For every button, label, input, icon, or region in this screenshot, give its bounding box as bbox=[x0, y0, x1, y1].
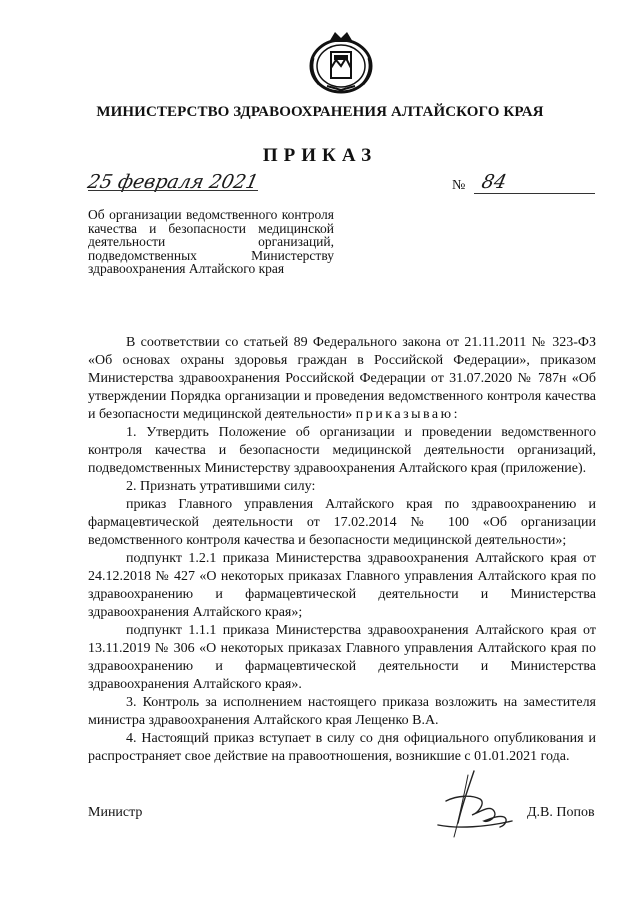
number-label: № bbox=[452, 178, 466, 193]
item-2: 2. Признать утратившими силу: bbox=[126, 479, 316, 494]
number-underline bbox=[474, 193, 595, 194]
item-2c: подпункт 1.1.1 приказа Министерства здравоохранения Алтайского края от 13.11.2019 № 306 «О некоторых приказах Главного управления Алтайского края по здравоохранению и фармацевтической деятельности и Министерства здравоохранения Алтайского края». bbox=[88, 623, 596, 692]
item-1: 1. Утвердить Положение об организации и проведении ведомственного контроля качества и безопасности медицинской деятельности организаций, подведомственных Министерству здравоохранения Алтайского края (приложение). bbox=[88, 425, 596, 476]
handwritten-signature bbox=[428, 765, 520, 845]
item-2b: подпункт 1.2.1 приказа Министерства здравоохранения Алтайского края от 24.12.2018 № 427 «О некоторых приказах Главного управления Алтайского края по здравоохранению и фармацевтической деятельности и Министерства здравоохранения Алтайского края»; bbox=[88, 551, 596, 620]
preamble-text: В соответствии со статьей 89 Федерального закона от 21.11.2011 № 323-ФЗ «Об основах охраны здоровья граждан в Российской Федерации», приказом Министерства здравоохранения Российской Федерации от 31.07.2020 № 787н «Об утверждении Порядка организации и проведения ведомственного контроля качества и безопасности медицинской деятельности» bbox=[88, 335, 596, 422]
date-underline bbox=[88, 190, 258, 191]
preamble-verb: приказываю: bbox=[355, 407, 460, 422]
signatory-position: Министр bbox=[88, 805, 143, 820]
order-date: 25 февраля 2021 bbox=[85, 171, 261, 193]
item-4: 4. Настоящий приказ вступает в силу со дня официального опубликования и распространяет свое действие на правоотношения, возникшие с 01.01.2021 года. bbox=[88, 731, 596, 764]
order-number: 84 bbox=[479, 171, 509, 193]
document-title: ПРИКАЗ bbox=[262, 145, 378, 166]
item-3: 3. Контроль за исполнением настоящего приказа возложить на заместителя министра здравоохранения Алтайского края Лещенко В.А. bbox=[88, 695, 596, 728]
signatory-name: Д.В. Попов bbox=[527, 805, 595, 820]
order-body bbox=[88, 334, 596, 766]
coat-of-arms-emblem bbox=[305, 28, 377, 94]
item-2a: приказ Главного управления Алтайского края по здравоохранению и фармацевтической деятельности от 17.02.2014 № 100 «Об организации ведомственного контроля качества и безопасности медицинской деятельности»; bbox=[88, 497, 596, 548]
preamble bbox=[88, 334, 596, 424]
order-subject: Об организации ведомственного контроля качества и безопасности медицинской деятельности организаций, подведомственных Министерству здравоохранения Алтайского края bbox=[88, 207, 334, 276]
ministry-name: МИНИСТЕРСТВО ЗДРАВООХРАНЕНИЯ АЛТАЙСКОГО КРАЯ bbox=[96, 104, 544, 120]
